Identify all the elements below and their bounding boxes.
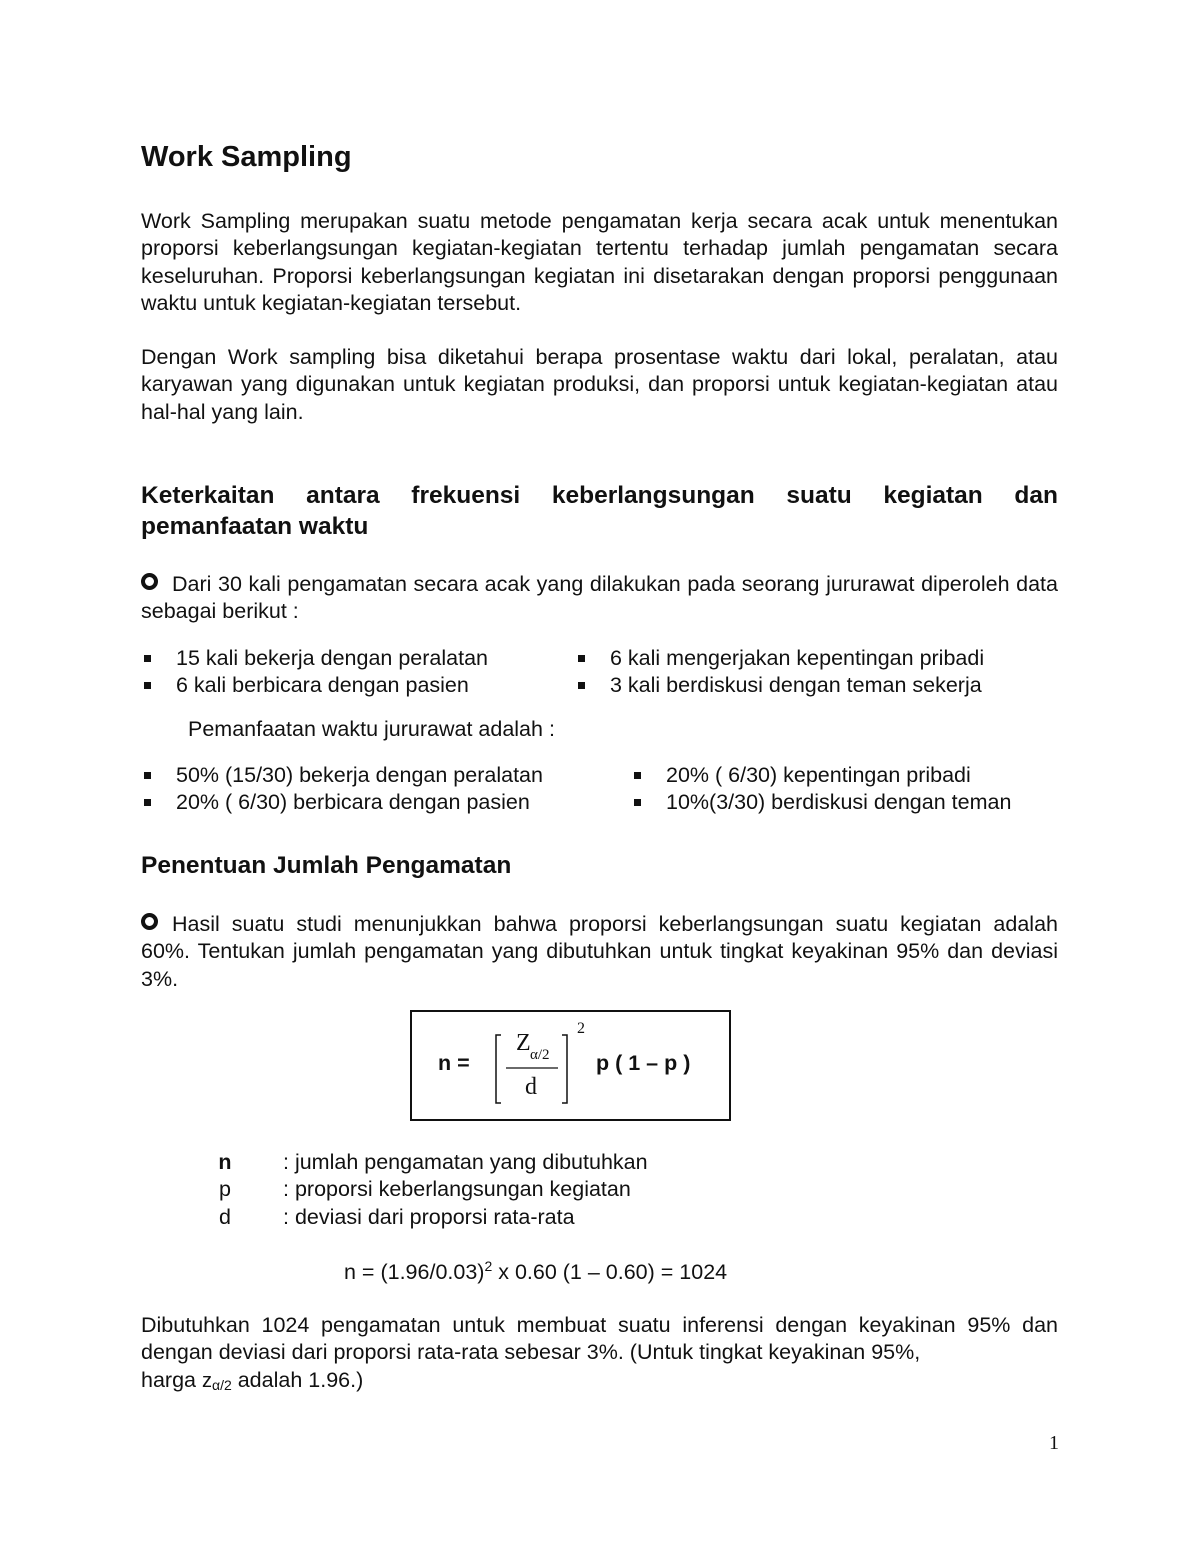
definition-symbol-n: n (218, 1150, 232, 1174)
square-bullet-icon (144, 655, 151, 662)
ring-bullet-icon (141, 573, 158, 590)
square-bullet-icon (578, 682, 585, 689)
square-bullet-icon (144, 682, 151, 689)
list-item: 3 kali berdiskusi dengan teman sekerja (575, 672, 984, 699)
list-item: 10%(3/30) berdiskusi dengan teman (631, 789, 1011, 816)
formula-rhs: p ( 1 – p ) (596, 1051, 691, 1075)
definition-text-n: : jumlah pengamatan yang dibutuhkan (283, 1150, 648, 1174)
calculation-line: $n = (1.96/0.03)^2$ x 0.60 (1 – 0.60) = 1024 (344, 1258, 728, 1284)
formula-numerator-sub: α/2 (530, 1047, 550, 1063)
square-bullet-icon (634, 772, 641, 779)
square-bullet-icon (578, 655, 585, 662)
page-number: 1 (1049, 1432, 1059, 1454)
ring-bullet-icon (141, 913, 158, 930)
list-item: 20% ( 6/30) berbicara dengan pasien (141, 789, 543, 816)
square-bullet-icon (144, 772, 151, 779)
section1-intro (141, 571, 1058, 626)
formula-numerator: Z (516, 1030, 531, 1056)
list-item: 50% (15/30) bekerja dengan peralatan (141, 762, 543, 789)
section1-intro-text: Dari 30 kali pengamatan secara acak yang dilakukan pada seorang jururawat diperoleh data sebagai berikut : (141, 572, 1058, 624)
data-list-right (575, 645, 984, 699)
formula-exponent: 2 (577, 1020, 585, 1037)
page-title: Work Sampling (141, 141, 352, 173)
list-item: 6 kali berbicara dengan pasien (141, 672, 488, 699)
sample-size-formula (412, 1012, 729, 1119)
list-item: 20% ( 6/30) kepentingan pribadi (631, 762, 1011, 789)
square-bullet-icon (634, 799, 641, 806)
usage-list-right (631, 762, 1011, 816)
section1-heading: Keterkaitan antara frekuensi keberlangsungan suatu kegiatan dan pemanfaatan waktu (141, 482, 1058, 540)
usage-label: Pemanfaatan waktu jururawat adalah : (188, 717, 555, 741)
intro-paragraph-2: Dengan Work sampling bisa diketahui berapa prosentase waktu dari lokal, peralatan, atau karyawan yang digunakan untuk kegiatan produksi, dan proporsi untuk kegiatan-kegiatan atau hal-hal yang lain. (141, 345, 1058, 424)
square-bullet-icon (144, 799, 151, 806)
definition-text-p: : proporsi keberlangsungan kegiatan (283, 1177, 631, 1201)
formula-lhs: n = (438, 1051, 470, 1075)
section2-intro-text: Hasil suatu studi menunjukkan bahwa proporsi keberlangsungan suatu kegiatan adalah 60%. Tentukan jumlah pengamatan yang dibutuhkan untuk tingkat keyakinan 95% dan deviasi 3%. (141, 912, 1058, 991)
list-item: 6 kali mengerjakan kepentingan pribadi (575, 645, 984, 672)
formula-denominator: d (525, 1074, 537, 1100)
usage-list-left (141, 762, 543, 816)
definition-text-d: : deviasi dari proporsi rata-rata (283, 1205, 575, 1229)
left-bracket-icon (496, 1035, 501, 1103)
intro-paragraph-1: Work Sampling merupakan suatu metode pengamatan kerja secara acak untuk menentukan proporsi keberlangsungan kegiatan-kegiatan tertentu terhadap jumlah pengamatan secara keseluruhan. Proporsi keberlangsungan kegiatan ini disetarakan dengan proporsi penggunaan waktu untuk kegiatan-kegiatan tersebut. (141, 209, 1058, 315)
right-bracket-icon (562, 1035, 567, 1103)
section2-intro (141, 911, 1058, 993)
list-item: 15 kali bekerja dengan peralatan (141, 645, 488, 672)
conclusion-paragraph: Dibutuhkan 1024 pengamatan untuk membuat suatu inferensi dengan keyakinan 95% dan dengan deviasi dari proporsi rata-rata sebesar 3%. (Untuk tingkat keyakinan 95%, harga $z_{\alpha/2}$ adalah 1.96.) (141, 1313, 1058, 1393)
definition-symbol-d: d (219, 1205, 231, 1229)
data-list-left (141, 645, 488, 699)
definition-symbol-p: p (219, 1177, 231, 1201)
section2-heading: Penentuan Jumlah Pengamatan (141, 852, 512, 879)
formula-box (410, 1010, 731, 1121)
